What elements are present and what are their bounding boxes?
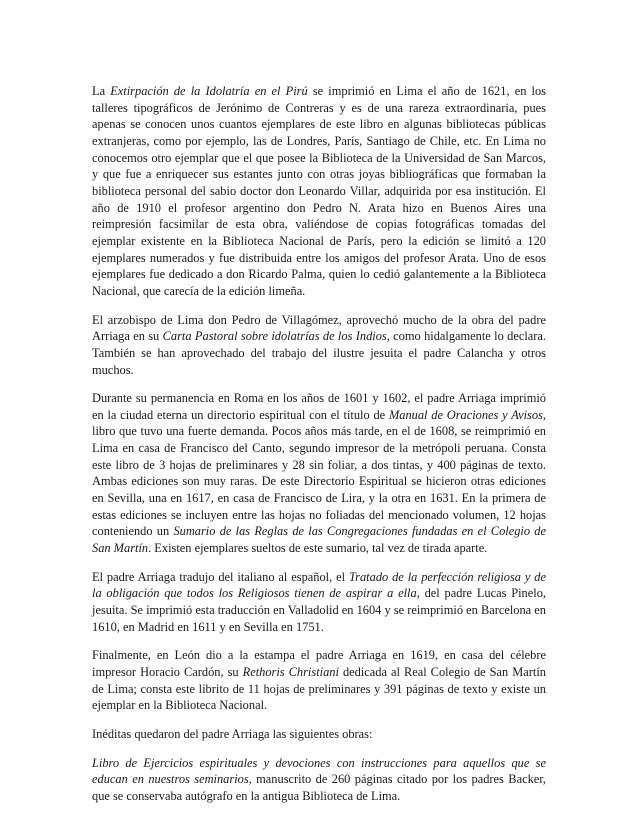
italic-title-text: Carta Pastoral sobre idolatrías de los Indios bbox=[162, 329, 387, 344]
paragraph-text: Finalmente, en León dio a la estampa el padre Arriaga en 1619, en casa del célebre impresor Horacio Cardón, su bbox=[92, 648, 546, 679]
document-page bbox=[92, 83, 546, 805]
paragraph-text: dedicada al Real Colegio de San Martín de Lima; consta este librito de 11 hojas de preliminares y 391 páginas de texto y existe un ejemplar en la Biblioteca Nacional. bbox=[92, 665, 546, 713]
body-paragraph bbox=[92, 755, 546, 805]
italic-title-text: Manual de Oraciones y Avisos bbox=[388, 407, 543, 422]
paragraph-text: Inéditas quedaron del padre Arriaga las siguientes obras: bbox=[92, 726, 373, 741]
italic-title-text: Libro de Ejercicios espirituales y devociones con instrucciones para aquellos que se educan en nuestros seminarios bbox=[92, 755, 546, 787]
paragraph-text: , libro que tuvo una fuerte demanda. Pocos años más tarde, en el de 1608, se reimprimió en Lima en casa de Francisco del Canto, segundo impresor de la metrópoli peruana. Consta este libro de 3 hojas de preliminares y 28 sin foliar, a dos tintas, y 400 páginas de texto. Ambas ediciones son muy raras. De este Directorio Espiritual se hicieron otras ediciones en Sevilla, una en 1617, en casa de Francisco de Lira, y la otra en 1631. En la primera de estas ediciones se incluyen entre las hojas no foliadas del mencionado volumen, 12 hojas conteniendo un bbox=[92, 407, 546, 539]
body-paragraph bbox=[92, 312, 546, 379]
paragraph-text: . Existen ejemplares sueltos de este sumario, tal vez de tirada aparte. bbox=[148, 541, 488, 556]
paragraph-text: se imprimió en Lima el año de 1621, en los talleres tipográficos de Jerónimo de Contreras y es de una rareza extraordinaria, pues apenas se conocen unos cuantos ejemplares de este libro en algunas bibliotecas públicas extranjeras, como por ejemplo, las de Londres, París, Santiago de Chile, etc. En Lima no conocemos otro ejemplar que el que posee la Biblioteca de la Universidad de San Marcos, y que fue a enriquecer sus estantes junto con otras joyas bibliográficas que formaban la biblioteca personal del sabio doctor don Leonardo Villar, adquirida por esa institución. El año de 1910 el profesor argentino don Pedro N. Arata hizo en Buenos Aires una reimpresión facsimilar de esta obra, valiéndose de copias fotográficas tomadas del ejemplar existente en la Biblioteca Nacional de París, pero la edición se limitó a 120 ejemplares numerados y fue distribuida entre los amigos del profesor Arata. Uno de esos ejemplares fue dedicado a don Ricardo Palma, quien lo cedió galantemente a la Biblioteca Nacional, que carecía de la edición limeña. bbox=[92, 84, 546, 298]
body-paragraph bbox=[92, 83, 546, 300]
paragraph-text: La bbox=[92, 84, 111, 98]
italic-title-text: Extirpación de la Idolatría en el Pirú bbox=[110, 84, 308, 98]
paragraph-text: El padre Arriaga tradujo del italiano al español, el bbox=[92, 569, 349, 584]
body-paragraph bbox=[92, 390, 546, 557]
italic-title-text: Rethoris Christiani bbox=[242, 665, 339, 679]
paragraph-text: El arzobispo de Lima don Pedro de Villagómez, aprovechó mucho de la obra del padre Arriaga en su bbox=[92, 312, 546, 344]
italic-title-text: Sumario de las Reglas de las Congregaciones fundadas en el Colegio de San Martín bbox=[92, 524, 546, 556]
body-paragraph bbox=[92, 647, 546, 714]
body-paragraph bbox=[92, 726, 546, 743]
paragraph-text: , como hidalgamente lo declara. También se han aprovechado del trabajo del ilustre jesuita el padre Calancha y otros muchos. bbox=[92, 329, 547, 377]
body-paragraph bbox=[92, 569, 546, 636]
paragraph-text: Durante su permanencia en Roma en los años de 1601 y 1602, el padre Arriaga imprimió en la ciudad eterna un directorio espiritual con el título de bbox=[92, 391, 546, 422]
italic-title-text: Tratado de la perfección religiosa y de la obligación que todos los Religiosos tienen de aspirar a ella bbox=[92, 569, 546, 601]
paragraph-text: , del padre Lucas Pinelo, jesuita. Se imprimió esta traducción en Valladolid en 1604 y se reimprimió en Barcelona en 1610, en Madrid en 1611 y en Sevilla en 1751. bbox=[92, 586, 546, 634]
paragraph-text: , manuscrito de 260 páginas citado por los padres Backer, que se conservaba autógrafo en la antigua Biblioteca de Lima. bbox=[92, 772, 546, 803]
